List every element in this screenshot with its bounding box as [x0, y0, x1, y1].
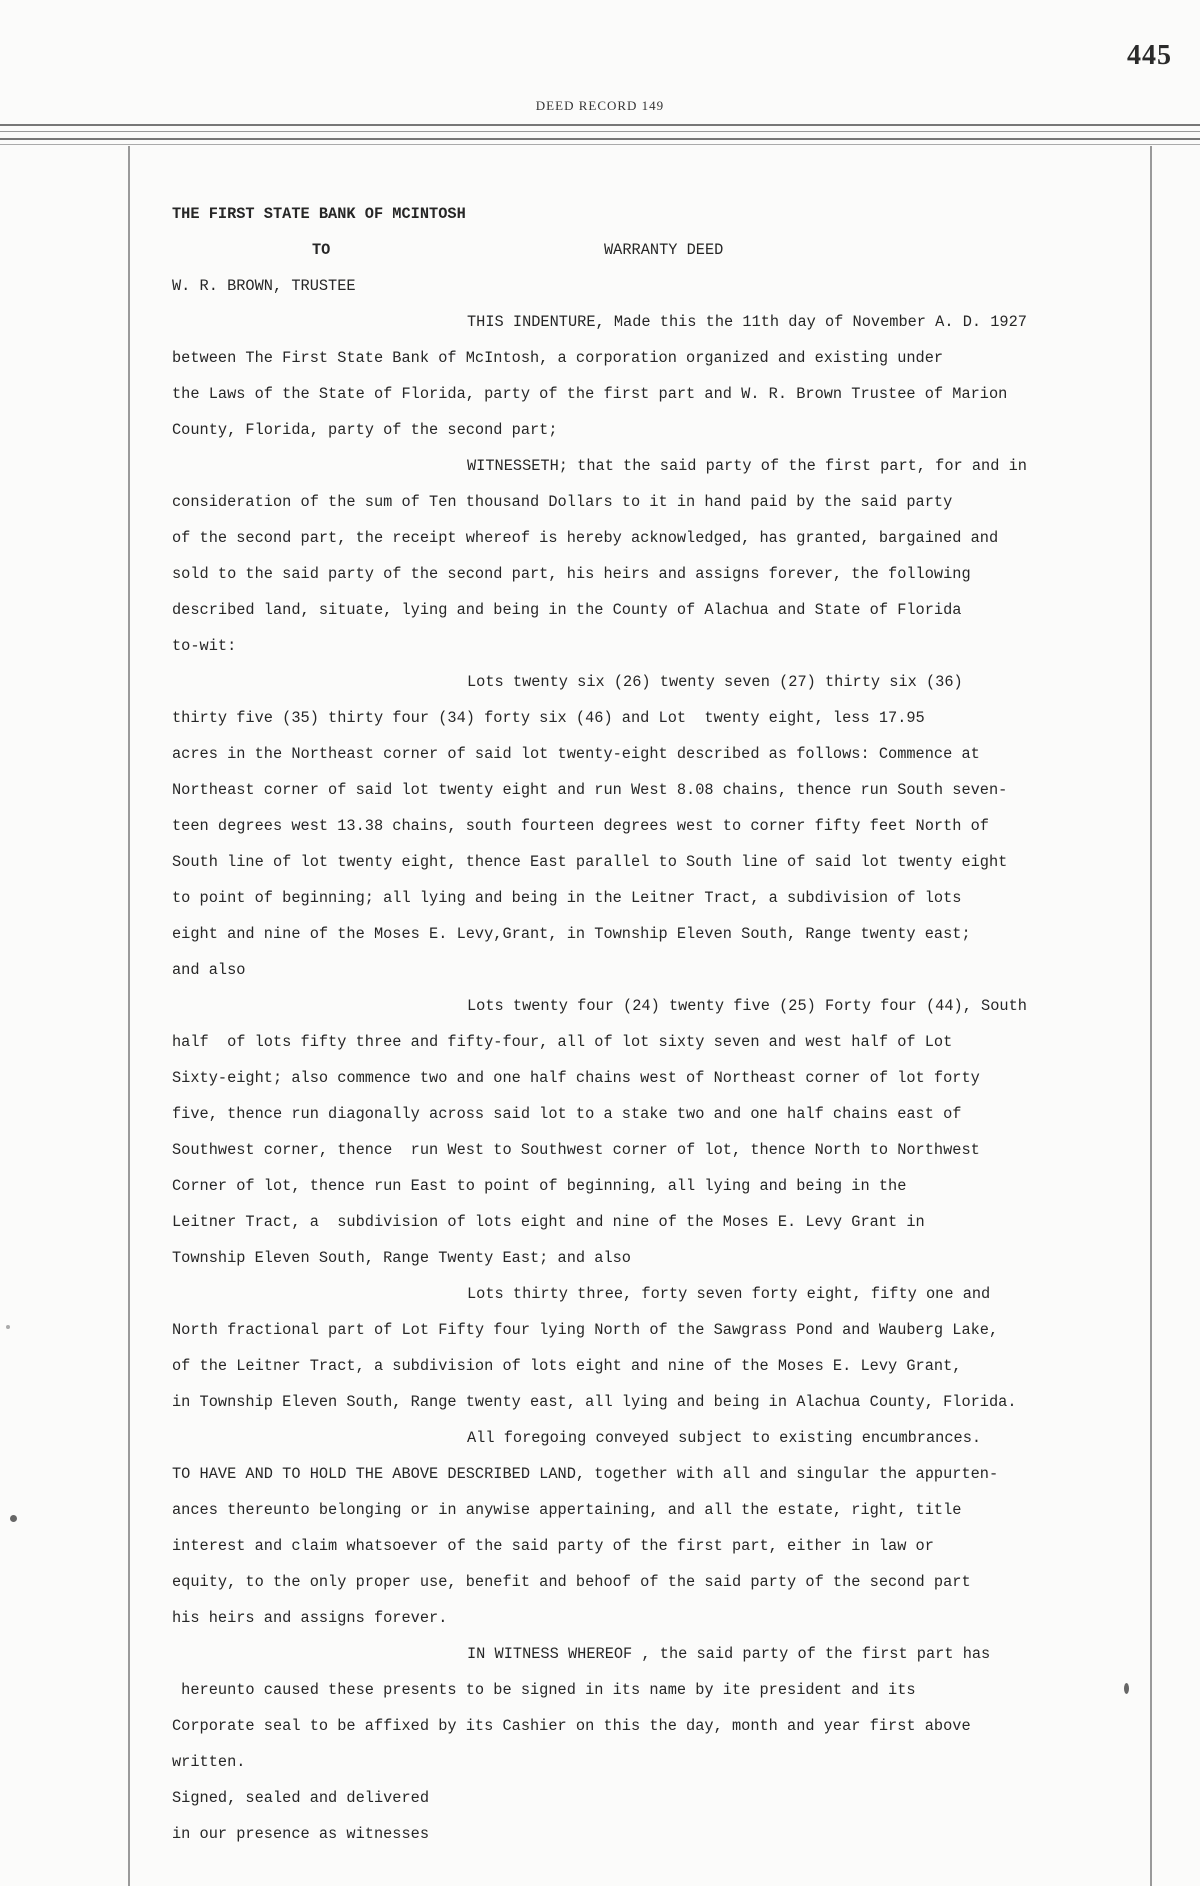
deed-line: South line of lot twenty eight, thence East parallel to South line of said lot twenty eight [172, 853, 1008, 871]
to-label: TO [312, 241, 331, 259]
page-number: 445 [1127, 40, 1172, 71]
deed-line: Southwest corner, thence run West to Southwest corner of lot, thence North to Northwest [172, 1141, 980, 1159]
deed-line: half of lots fifty three and fifty-four, all of lot sixty seven and west half of Lot [172, 1033, 953, 1051]
document-type: WARRANTY DEED [604, 241, 724, 259]
deed-line: of the Leitner Tract, a subdivision of lots eight and nine of the Moses E. Levy Grant, [172, 1357, 962, 1375]
deed-line: the Laws of the State of Florida, party of the first part and W. R. Brown Trustee of Marion [172, 385, 1008, 403]
scan-speck [10, 1515, 17, 1522]
header-rule [0, 144, 1200, 145]
deed-line: All foregoing conveyed subject to existing encumbrances. [467, 1429, 982, 1447]
deed-body [172, 196, 1152, 1852]
deed-line: thirty five (35) thirty four (34) forty six (46) and Lot twenty eight, less 17.95 [172, 709, 925, 727]
deed-line: ances thereunto belonging or in anywise appertaining, and all the estate, right, title [172, 1501, 962, 1519]
deed-line: teen degrees west 13.38 chains, south fourteen degrees west to corner fifty feet North of [172, 817, 989, 835]
header-rule [0, 124, 1200, 126]
deed-line: of the second part, the receipt whereof is hereby acknowledged, has granted, bargained and [172, 529, 999, 547]
deed-line: in Township Eleven South, Range twenty east, all lying and being in Alachua County, Florida. [172, 1393, 1017, 1411]
deed-line: Lots twenty four (24) twenty five (25) Forty four (44), South [467, 997, 1027, 1015]
deed-line: to point of beginning; all lying and being in the Leitner Tract, a subdivision of lots [172, 889, 962, 907]
scan-speck [6, 1325, 10, 1329]
deed-line: County, Florida, party of the second part; [172, 421, 558, 439]
deed-line: Township Eleven South, Range Twenty East; and also [172, 1249, 631, 1267]
deed-line: sold to the said party of the second part, his heirs and assigns forever, the following [172, 565, 971, 583]
deed-line: WITNESSETH; that the said party of the first part, for and in [467, 457, 1027, 475]
deed-line: in our presence as witnesses [172, 1825, 430, 1843]
deed-line: North fractional part of Lot Fifty four lying North of the Sawgrass Pond and Wauberg Lake, [172, 1321, 999, 1339]
deed-line: Lots thirty three, forty seven forty eight, fifty one and [467, 1285, 991, 1303]
deed-line: Corner of lot, thence run East to point of beginning, all lying and being in the [172, 1177, 907, 1195]
deed-line: THIS INDENTURE, Made this the 11th day of November A. D. 1927 [467, 313, 1027, 331]
header-rule [0, 131, 1200, 132]
deed-line: interest and claim whatsoever of the said party of the first part, either in law or [172, 1537, 934, 1555]
left-margin-line [128, 146, 130, 1886]
header-rule [0, 138, 1200, 140]
deed-line: Northeast corner of said lot twenty eight and run West 8.08 chains, thence run South seven- [172, 781, 1008, 799]
deed-line: to-wit: [172, 637, 237, 655]
deed-line: and also [172, 961, 246, 979]
deed-line: Leitner Tract, a subdivision of lots eight and nine of the Moses E. Levy Grant in [172, 1213, 925, 1231]
deed-line: Signed, sealed and delivered [172, 1789, 430, 1807]
scan-speck [1124, 1683, 1129, 1694]
deed-line: equity, to the only proper use, benefit and behoof of the said party of the second part [172, 1573, 971, 1591]
deed-line: hereunto caused these presents to be signed in its name by ite president and its [172, 1681, 916, 1699]
deed-line: acres in the Northeast corner of said lot twenty-eight described as follows: Commence at [172, 745, 980, 763]
deed-line: Sixty-eight; also commence two and one half chains west of Northeast corner of lot forty [172, 1069, 980, 1087]
deed-line: five, thence run diagonally across said lot to a stake two and one half chains east of [172, 1105, 962, 1123]
deed-line: IN WITNESS WHEREOF , the said party of the first part has [467, 1645, 991, 1663]
grantee-line: W. R. BROWN, TRUSTEE [172, 277, 356, 295]
deed-line: consideration of the sum of Ten thousand Dollars to it in hand paid by the said party [172, 493, 953, 511]
book-header: DEED RECORD 149 [535, 98, 665, 113]
caption-row [172, 232, 1152, 268]
deed-line: between The First State Bank of McIntosh, a corporation organized and existing under [172, 349, 944, 367]
deed-line: described land, situate, lying and being in the County of Alachua and State of Florida [172, 601, 962, 619]
deed-line: written. [172, 1753, 246, 1771]
deed-line: Corporate seal to be affixed by its Cashier on this the day, month and year first above [172, 1717, 971, 1735]
deed-line: eight and nine of the Moses E. Levy,Grant, in Township Eleven South, Range twenty east; [172, 925, 971, 943]
deed-line: Lots twenty six (26) twenty seven (27) thirty six (36) [467, 673, 963, 691]
deed-line: TO HAVE AND TO HOLD THE ABOVE DESCRIBED LAND, together with all and singular the appurten- [172, 1465, 999, 1483]
grantor-line: THE FIRST STATE BANK OF MCINTOSH [172, 205, 466, 223]
deed-line: his heirs and assigns forever. [172, 1609, 448, 1627]
